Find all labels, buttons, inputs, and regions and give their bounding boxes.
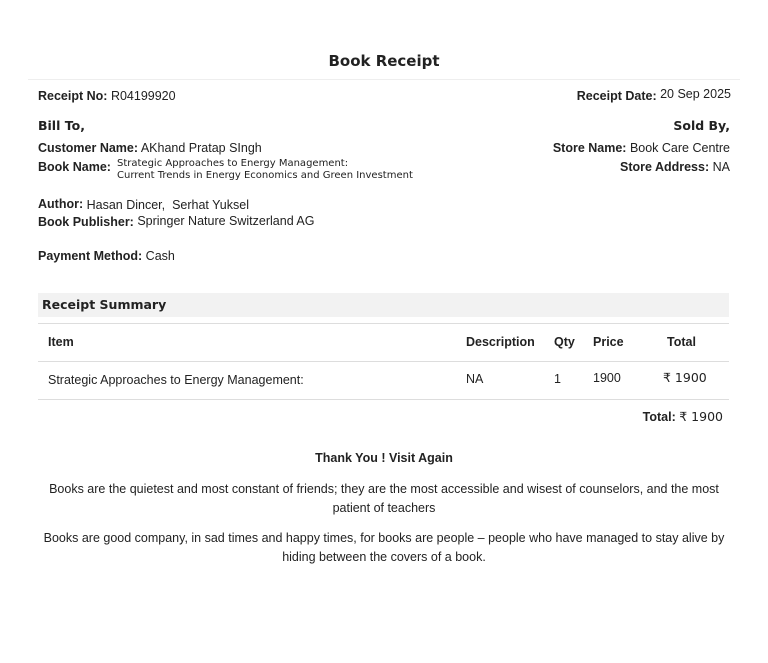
row-description: NA bbox=[466, 372, 484, 386]
publisher-value: Springer Nature Switzerland AG bbox=[137, 214, 315, 228]
book-name-line-1: Strategic Approaches to Energy Management: bbox=[117, 158, 349, 169]
store-name-label: Store Name: bbox=[552, 141, 627, 155]
thank-you-message: Thank You ! Visit Again bbox=[315, 451, 453, 465]
title-divider bbox=[28, 79, 740, 80]
grand-total bbox=[643, 409, 723, 424]
column-header-total: Total bbox=[667, 335, 696, 349]
row-item: Strategic Approaches to Energy Management: bbox=[48, 373, 304, 387]
publisher bbox=[38, 214, 315, 228]
receipt-date-label: Receipt Date: bbox=[576, 89, 657, 103]
payment-method-value: Cash bbox=[145, 249, 175, 263]
row-total: ₹ 1900 bbox=[663, 370, 707, 385]
book-name-value bbox=[117, 158, 413, 182]
quote-1: Books are the quietest and most constant of friends; they are the most accessible and wisest of counselors, and the most patient of teachers bbox=[49, 482, 719, 515]
receipt-no-label: Receipt No: bbox=[38, 89, 108, 103]
book-name-line-2: Current Trends in Energy Economics and Green Investment bbox=[117, 170, 413, 181]
column-header-item: Item bbox=[48, 335, 74, 349]
receipt-date bbox=[577, 87, 731, 101]
table-header-border bbox=[38, 361, 729, 362]
grand-total-value: ₹ 1900 bbox=[679, 409, 723, 424]
column-header-price: Price bbox=[593, 335, 624, 349]
row-qty: 1 bbox=[554, 372, 561, 386]
table-bottom-border bbox=[38, 399, 729, 400]
store-address-label: Store Address: bbox=[619, 160, 710, 174]
receipt-summary-heading: Receipt Summary bbox=[38, 293, 729, 317]
store-name bbox=[553, 141, 730, 155]
receipt-no-value: R04199920 bbox=[110, 89, 176, 103]
payment-method-label: Payment Method: bbox=[38, 249, 143, 263]
customer-name-value: AKhand Pratap SIngh bbox=[140, 141, 262, 155]
quote-2: Books are good company, in sad times and happy times, for books are people – people who have managed to stay alive by hiding between the covers of a book. bbox=[43, 531, 725, 564]
publisher-label: Book Publisher: bbox=[38, 215, 134, 229]
store-address-value: NA bbox=[712, 160, 730, 174]
store-name-value: Book Care Centre bbox=[629, 141, 730, 155]
column-header-description: Description bbox=[466, 335, 535, 349]
author-label: Author: bbox=[38, 197, 84, 211]
column-header-qty: Qty bbox=[554, 335, 575, 349]
row-price: 1900 bbox=[593, 371, 621, 385]
receipt-title: Book Receipt bbox=[328, 52, 440, 70]
receipt-no bbox=[38, 89, 176, 103]
payment-method bbox=[38, 249, 175, 263]
book-name-label: Book Name: bbox=[38, 160, 111, 174]
grand-total-label: Total: bbox=[642, 410, 676, 424]
customer-name bbox=[38, 141, 262, 155]
store-address bbox=[620, 160, 730, 174]
author bbox=[38, 197, 249, 211]
author-value: Hasan Dincer, Serhat Yuksel bbox=[86, 198, 249, 212]
receipt-date-value: 20 Sep 2025 bbox=[660, 87, 731, 101]
sold-by-heading: Sold By, bbox=[673, 118, 730, 133]
table-top-border bbox=[38, 323, 729, 324]
customer-name-label: Customer Name: bbox=[38, 141, 139, 155]
bill-to-heading: Bill To, bbox=[38, 118, 85, 133]
